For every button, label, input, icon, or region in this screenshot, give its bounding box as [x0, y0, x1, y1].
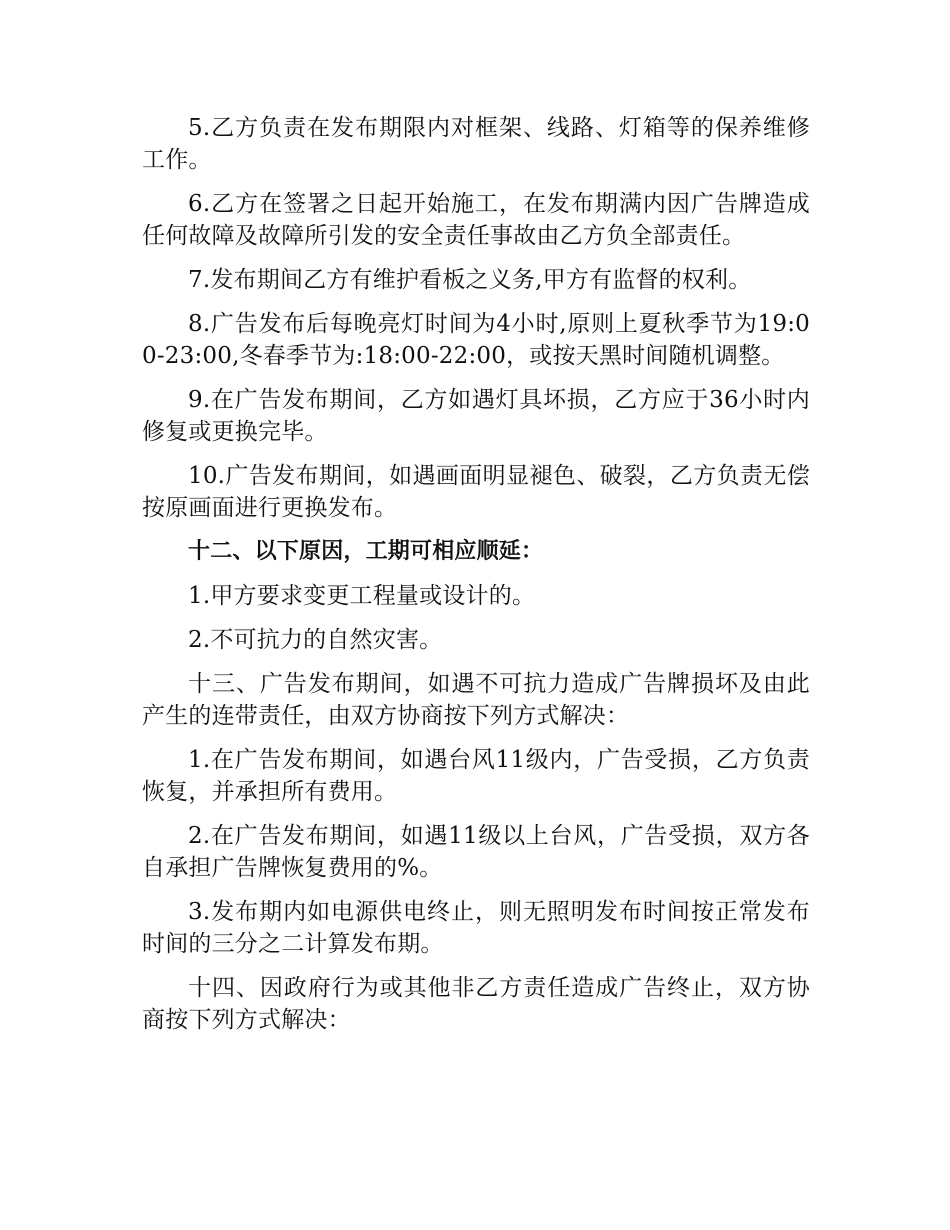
document-body [142, 112, 810, 1048]
section-12-item-2: 2.不可抗力的自然灾害。 [188, 627, 443, 653]
clause-7-supervision: 7.发布期间乙方有维护看板之义务,甲方有监督的权利。 [188, 267, 752, 293]
section-13-heading: 十三、广告发布期间，如遇不可抗力造成广告牌损坏及由此产生的连带责任，由双方协商按下列方式解决： [142, 671, 810, 729]
section-13-item-3: 3.发布期内如电源供电终止，则无照明发布时间按正常发布时间的三分之二计算发布期。 [142, 899, 810, 957]
section-12-item-1: 1.甲方要求变更工程量或设计的。 [188, 583, 536, 609]
section-13-item-1: 1.在广告发布期间，如遇台风11级内，广告受损，乙方负责恢复，并承担所有费用。 [142, 747, 810, 805]
clause-9-lamp-repair: 9.在广告发布期间，乙方如遇灯具坏损，乙方应于36小时内修复或更换完毕。 [142, 387, 810, 445]
clause-6-construction-liability: 6.乙方在签署之日起开始施工，在发布期满内因广告牌造成任何故障及故障所引发的安全责任事故由乙方负全部责任。 [142, 191, 810, 249]
section-13-item-2: 2.在广告发布期间，如遇11级以上台风，广告受损，双方各自承担广告牌恢复费用的%。 [142, 823, 810, 881]
clause-5-maintenance: 5.乙方负责在发布期限内对框架、线路、灯箱等的保养维修工作。 [142, 115, 810, 173]
section-14-heading: 十四、因政府行为或其他非乙方责任造成广告终止，双方协商按下列方式解决： [142, 975, 810, 1033]
clause-8-lighting-hours: 8.广告发布后每晚亮灯时间为4小时,原则上夏秋季节为19:00-23:00,冬春季节为:18:00-22:00，或按天黑时间随机调整。 [142, 311, 810, 369]
clause-10-image-replacement: 10.广告发布期间，如遇画面明显褪色、破裂，乙方负责无偿按原画面进行更换发布。 [142, 463, 810, 521]
section-12-heading: 十二、以下原因，工期可相应顺延： [188, 539, 544, 564]
